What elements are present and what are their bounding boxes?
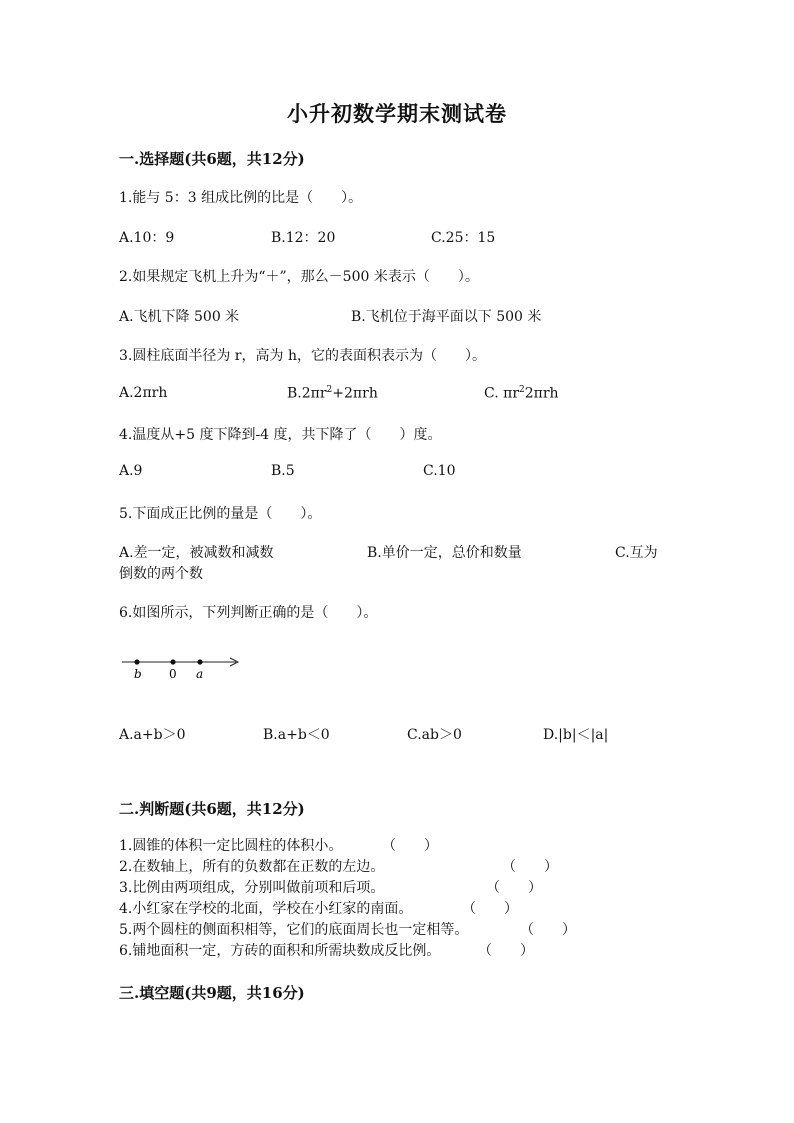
q5-option-a: A.差一定，被减数和减数 bbox=[119, 545, 274, 561]
section-heading-choice: 一.选择题(共6题，共12分) bbox=[119, 150, 305, 168]
question-1: 1.能与 5：3 组成比例的比是（ ）。 bbox=[119, 190, 363, 206]
q4-option-a: A.9 bbox=[119, 463, 143, 479]
label-b: b bbox=[134, 667, 142, 681]
q5-option-c-continued: 倒数的两个数 bbox=[119, 566, 203, 582]
answer-paren[interactable]: （ ） bbox=[478, 943, 534, 959]
q5-option-c: C.互为 bbox=[615, 545, 658, 561]
q5-option-b: B.单价一定，总价和数量 bbox=[367, 545, 522, 561]
question-6: 6.如图所示，下列判断正确的是（ ）。 bbox=[119, 605, 378, 621]
judge-item: 3.比例由两项组成，分别叫做前项和后项。 （ ） bbox=[119, 880, 542, 896]
q2-option-a: A.飞机下降 500 米 bbox=[119, 309, 240, 325]
judge-item: 4.小红家在学校的北面，学校在小红家的南面。 （ ） bbox=[119, 901, 518, 917]
question-4: 4.温度从+5 度下降到-4 度，共下降了（ ）度。 bbox=[119, 427, 442, 443]
point-a bbox=[197, 659, 202, 664]
page-title: 小升初数学期末测试卷 bbox=[287, 101, 507, 126]
answer-paren[interactable]: （ ） bbox=[382, 838, 438, 854]
answer-paren[interactable]: （ ） bbox=[520, 922, 576, 938]
q4-option-b: B.5 bbox=[271, 463, 295, 479]
answer-paren[interactable]: （ ） bbox=[462, 901, 518, 917]
question-2: 2.如果规定飞机上升为“＋”，那么－500 米表示（ ）。 bbox=[119, 269, 479, 285]
q3-option-c: C. $\pi r^22\pi rh$ bbox=[484, 385, 559, 402]
q1-option-c: C.25：15 bbox=[431, 230, 496, 246]
q1-option-b: B.12：20 bbox=[271, 230, 336, 246]
q2-option-b: B.飞机位于海平面以下 500 米 bbox=[351, 309, 542, 325]
question-5: 5.下面成正比例的量是（ ）。 bbox=[119, 506, 322, 522]
answer-paren[interactable]: （ ） bbox=[502, 859, 558, 875]
q3-option-b: $B.2\pi r^2+2\pi rh$ bbox=[287, 385, 378, 402]
q1-option-a: A.10：9 bbox=[119, 230, 175, 246]
question-3: 3.圆柱底面半径为 r，高为 h，它的表面积表示为（ ）。 bbox=[119, 348, 486, 364]
section-heading-judgement: 二.判断题(共6题，共12分) bbox=[119, 800, 305, 818]
judge-item: 2.在数轴上，所有的负数都在正数的左边。 （ ） bbox=[119, 859, 558, 875]
judge-item: 6.铺地面积一定，方砖的面积和所需块数成反比例。 （ ） bbox=[119, 943, 534, 959]
label-0: 0 bbox=[169, 667, 177, 681]
q6-option-b: B.a+b＜0 bbox=[263, 727, 330, 743]
point-b bbox=[134, 659, 139, 664]
label-a: a bbox=[196, 667, 204, 681]
section-heading-fill-blank: 三.填空题(共9题，共16分) bbox=[119, 984, 305, 1002]
q6-option-a: A.a+b＞0 bbox=[119, 727, 186, 743]
judge-item: 1.圆锥的体积一定比圆柱的体积小。 （ ） bbox=[119, 838, 438, 854]
q3-option-a: A.2πrh bbox=[119, 385, 168, 401]
q4-option-c: C.10 bbox=[423, 463, 456, 479]
q6-option-c: C.ab＞0 bbox=[407, 727, 462, 743]
answer-paren[interactable]: （ ） bbox=[486, 880, 542, 896]
q6-option-d: D.|b|＜|a| bbox=[543, 727, 609, 743]
judge-item: 5.两个圆柱的侧面积相等，它们的底面周长也一定相等。 （ ） bbox=[119, 922, 576, 938]
number-line-figure bbox=[118, 650, 248, 684]
point-0 bbox=[170, 659, 175, 664]
